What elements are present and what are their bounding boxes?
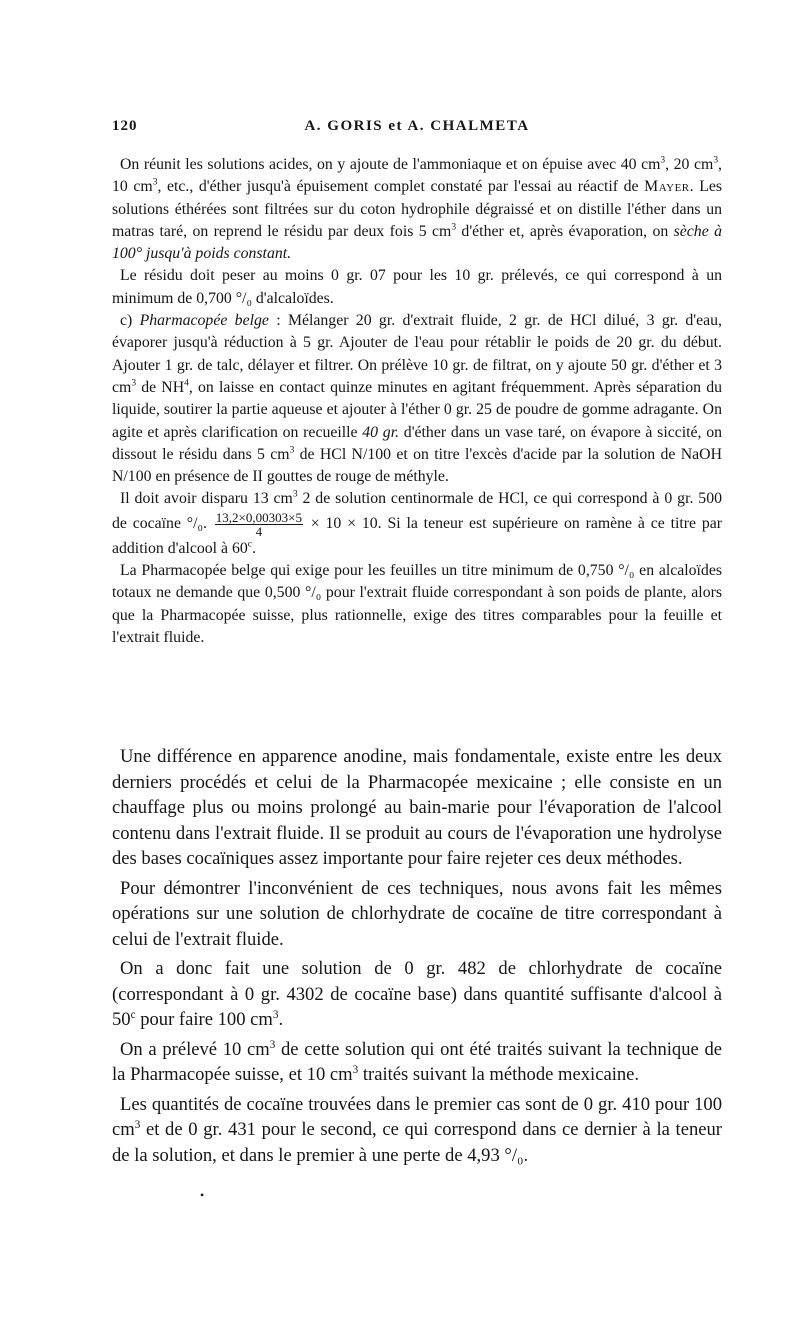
paragraph-ammoniaque: On réunit les solutions acides, on y ajoute de l'ammoniaque et on épuise avec 40 $cm^3$, 20 $cm^3$, 10 $cm^3$, etc., d'éther jusqu'à épuisement complet constaté par l'essai au réactif de Mayer. Les solutions éthérées sont filtrées sur du coton hydrophile dégraissé et on distille l'éther dans un matras taré, on reprend le résidu par deux fois 5 $cm^3$ d'éther et, après évaporation, on sèche à 100° jusqu'à poids constant. (112, 155, 722, 263)
paragraph-comparaison: La Pharmacopée belge qui exige pour les feuilles un titre minimum de 0,750 °/₀ en alcaloïdes totaux ne demande que 0,500 °/₀ pour l'extrait fluide correspondant à son poids de plante, alors que la Pharmacopée suisse, plus rationnelle, exige des titres comparables pour la feuille et l'extrait fluide. (112, 562, 722, 646)
body-section (112, 744, 722, 1168)
paragraph-residu: Le résidu doit peser au moins 0 gr. 07 pour les 10 gr. prélevés, ce qui correspond à un minimum de 0,700 °/₀ d'alcaloïdes. (112, 267, 722, 307)
page-number: 120 (112, 118, 138, 134)
paragraph-titrage: Il doit avoir disparu 13 $cm^3$ 2 de solution centinormale de HCl, ce qui correspond à 0 gr. 500 de cocaïne °/₀. $\frac{13,2\times 0,00303\times 5}{4}$ × 10 × 10. Si la teneur est supérieure on ramène à ce titre par addition d'alcool à 60$^c$. (112, 490, 723, 557)
section-title-belge: Pharmacopée belge (139, 312, 269, 330)
running-title: A. GORIS et A. CHALMETA (304, 118, 530, 134)
paragraph-solution: On a donc fait une solution de 0 gr. 482 de chlorhydrate de cocaïne (correspondant à 0 gr. 4302 de cocaïne base) dans quantité suffisante d'alcool à 50$^c$ pour faire 100 $cm^3$. (112, 958, 722, 1030)
ink-speck: • (200, 1188, 205, 1202)
paragraph-demonstration: Pour démontrer l'inconvénient de ces techniques, nous avons fait les mêmes opérations sur une solution de chlorhydrate de cocaïne de titre correspondant à celui de l'extrait fluide. (112, 877, 722, 950)
author-mayer: Mayer (644, 178, 690, 196)
fraction-formula: $\frac{13,2\times 0,00303\times 5}{4}$ (215, 509, 302, 539)
paragraph-prelevement: On a prélevé 10 $cm^3$ de cette solution qui ont été traités suivant la technique de la Pharmacopée suisse, et 10 $cm^3$ traités suivant la méthode mexicaine. (112, 1038, 723, 1085)
paragraph-pharmacopee-belge: c) Pharmacopée belge : Mélanger 20 gr. d'extrait fluide, 2 gr. de HCl dilué, 3 gr. d'eau, évaporer jusqu'à réduction à 5 gr. Ajouter de l'eau pour rétablir le poids de 20 gr. du début. Ajouter 1 gr. de talc, délayer et filtrer. On prélève 10 gr. de filtrat, on y ajoute 50 gr. d'éther et 3 $cm^3$ de $NH^4$, on laisse en contact quinze minutes en agitant fréquemment. Après séparation du liquide, soutirer la partie aqueuse et ajouter à l'éther 0 gr. 25 de poudre de gomme adragante. On agite et après clarification on recueille 40 gr. d'éther dans un vase taré, on évapore à siccité, on dissout le résidu dans 5 $cm^3$ de HCl N/100 et on titre l'excès d'acide par la solution de NaOH N/100 en présence de II gouttes de rouge de méthyle. (112, 312, 723, 486)
page-header (112, 118, 722, 146)
small-print-section (112, 154, 722, 649)
paragraph-resultats: Les quantités de cocaïne trouvées dans le premier cas sont de 0 gr. 410 pour 100 $cm^3$ et de 0 gr. 431 pour le second, ce qui correspond dans ce dernier à la teneur de la solution, et dans le premier à une perte de 4,93 °/₀. (112, 1093, 722, 1166)
paragraph-difference: Une différence en apparence anodine, mais fondamentale, existe entre les deux derniers procédés et celui de la Pharmacopée mexicaine ; elle consiste en un chauffage plus ou moins prolongé au bain-marie pour l'évaporation de l'alcool contenu dans l'extrait fluide. Il se produit au cours de l'évaporation une hydrolyse des bases cocaïniques assez importante pour faire rejeter ces deux méthodes. (112, 746, 722, 869)
